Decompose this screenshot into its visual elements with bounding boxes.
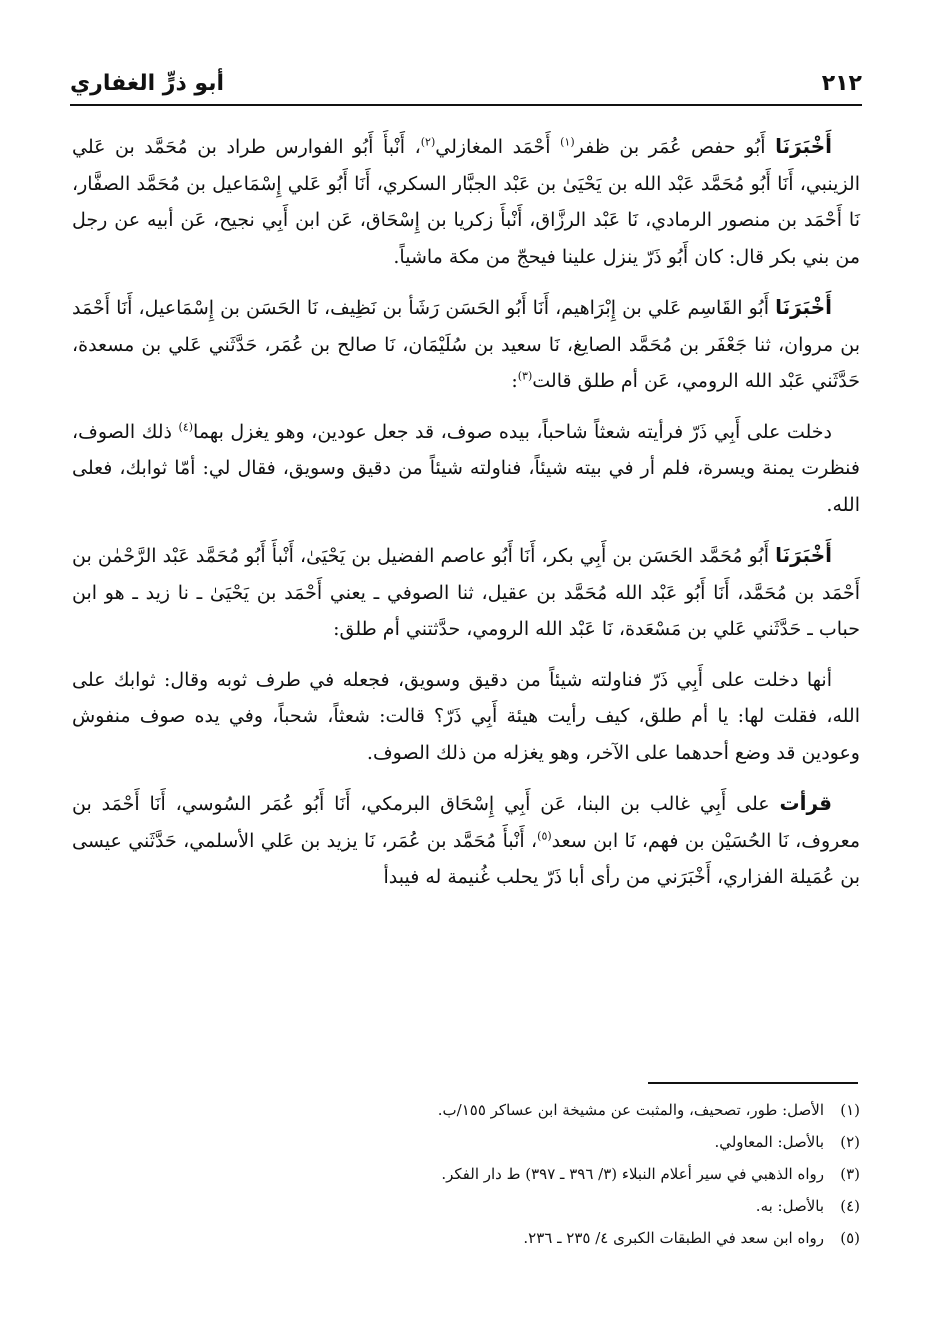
footnote-text: بالأصل: به.	[755, 1197, 824, 1215]
footnote-item	[360, 1190, 860, 1222]
footnotes	[360, 1094, 860, 1254]
header-divider	[70, 104, 862, 106]
footnote-number: (٣)	[840, 1165, 860, 1183]
footnote-ref-3: (٣)	[517, 369, 533, 383]
footnote-ref-4: (٤)	[178, 420, 194, 434]
footnote-ref-2: (٢)	[420, 135, 436, 149]
paragraph-text: ، أَنْبأَ أَبُو الفوارس طراد بن مُحَمَّد بن عَلي الزينبي، أَنَا أَبُو مُحَمَّد عَبْد الله بن يَحْيَىٰ بن عَبْد الجبَّار السكري، أَنَا أَبُو عَلي إِسْمَاعيل بن مُحَمَّد الصفَّار، نَا أَحْمَد بن منصور الرمادي، نَا عَبْد الرزَّاق، أَنْبأَ زكريا بن إِسْحَاق، عَن ابن أَبِي نجيح، عَن أبيه عن رجل من بني بكر قال: كان أَبُو ذَرّ ينزل علينا فيحجّ من مكة ماشياً.	[72, 136, 861, 268]
paragraph-text: ذلك الصوف، فنظرت يمنة ويسرة، فلم أر في بيته شيئاً، فناولته شيئاً من دقيق وسويق، فقال لي: أمّا ثوابك، فعلى الله.	[72, 420, 860, 516]
footnote-divider	[648, 1082, 858, 1084]
footnote-number: (١)	[840, 1101, 860, 1119]
paragraph-3	[72, 414, 860, 524]
paragraph-text: ، أَنْبأَ مُحَمَّد بن عُمَر، نَا يزيد بن عَلي الأسلمي، حَدَّثَني عيسى بن عُمَيلة الفزاري، أَخْبَرَني من رأى أبا ذَرّ يحلب غُنيمة له فيبدأ	[72, 829, 860, 888]
paragraph-4	[72, 537, 860, 648]
paragraph-text: أنها دخلت على أَبِي ذَرّ فناولته شيئاً من دقيق وسويق، فجعله في طرف ثوبه وقال: ثوابك على الله، فقلت لها: يا أم طلق، كيف رأيت هيئة أَبِي ذَرّ؟ قالت: شعثاً، شحباً، وفي يده صوف منفوش وعودين قد وضع أحدهما على الآخر، وهو يغزله من ذلك الصوف.	[72, 668, 860, 764]
main-text	[72, 128, 860, 910]
footnote-number: (٤)	[840, 1197, 860, 1215]
chain-lead-word: أَخْبَرَنَا	[775, 134, 832, 158]
paragraph-text: أَبُو حفص عُمَر بن ظفر	[574, 136, 776, 158]
footnote-number: (٥)	[840, 1229, 860, 1247]
paragraph-text: على أَبِي غالب بن البنا، عَن أَبِي إِسْحَاق البرمكي، أَنَا أَبُو عُمَر السُوسي، أَنَا أَحْمَد بن معروف، نَا الحُسَيْن بن فهم، نَا ابن سعد	[72, 793, 861, 852]
footnote-item	[360, 1158, 860, 1190]
paragraph-text: :	[511, 370, 518, 392]
paragraph-2	[72, 289, 860, 400]
footnote-number: (٢)	[840, 1133, 860, 1151]
footnote-item	[360, 1094, 860, 1126]
footnote-text: بالأصل: المعاولي.	[714, 1133, 824, 1151]
paragraph-text: أَحْمَد المغازلي	[435, 136, 561, 158]
running-header	[70, 66, 862, 100]
page-number: ٢١٢	[821, 70, 862, 96]
footnote-text: رواه الذهبي في سير أعلام النبلاء (٣/ ٣٩٦ ـ ٣٩٧) ط دار الفكر.	[441, 1165, 824, 1183]
footnote-ref-5: (٥)	[537, 829, 552, 843]
running-title: أبو ذرٍّ الغفاري	[70, 70, 225, 96]
paragraph-1	[72, 128, 860, 275]
footnote-ref-1: (١)	[560, 135, 575, 149]
paragraph-5	[72, 662, 860, 772]
paragraph-text: دخلت على أَبِي ذَرّ فرأيته شعثاً شاحباً، بيده صوف، قد جعل عودين، وهو يغزل بهما	[193, 420, 832, 443]
chain-lead-word: أَخْبَرَنَا	[775, 543, 832, 567]
footnote-text: رواه ابن سعد في الطبقات الكبرى ٤/ ٢٣٥ ـ ٢٣٦.	[523, 1229, 824, 1247]
chain-lead-word: قرأت	[779, 791, 832, 815]
footnote-item	[360, 1126, 860, 1158]
paragraph-6	[72, 785, 860, 896]
footnote-item	[360, 1222, 860, 1254]
paragraph-text: أَبُو القَاسِم عَلي بن إِبْرَاهيم، أَنَا أَبُو الحَسَن رَشَأ بن نَظِيف، نَا الحَسَن بن إِسْمَاعيل، أَنَا أَحْمَد بن مروان، ثنا جَعْفَر بن مُحَمَّد الصايغ، نَا سعيد بن سُلَيْمَان، نَا صالح بن عُمَر، حَدَّثَني عَلي بن مسعدة، حَدَّثَني عَبْد الله الرومي، عَن أم طلق قالت	[72, 297, 860, 392]
chain-lead-word: أَخْبَرَنَا	[775, 295, 832, 319]
footnote-text: الأصل: طور، تصحيف، والمثبت عن مشيخة ابن عساكر ١٥٥/ب.	[437, 1101, 824, 1119]
paragraph-text: أَبُو مُحَمَّد الحَسَن بن أَبِي بكر، أَنَا أَبُو عاصم الفضيل بن يَحْيَىٰ، أَنْبأَ أَبُو مُحَمَّد عَبْد الرَّحْمٰن بن أَحْمَد بن مُحَمَّد، أَنَا أَبُو عَبْد الله مُحَمَّد بن عقيل، ثنا الصوفي ـ يعني أَحْمَد بن يَحْيَىٰ ـ نا زيد ـ هو ابن حباب ـ حَدَّثَني عَلي بن مَسْعَدة، نَا عَبْد الله الرومي، حدَّثتني أم طلق:	[72, 545, 860, 640]
